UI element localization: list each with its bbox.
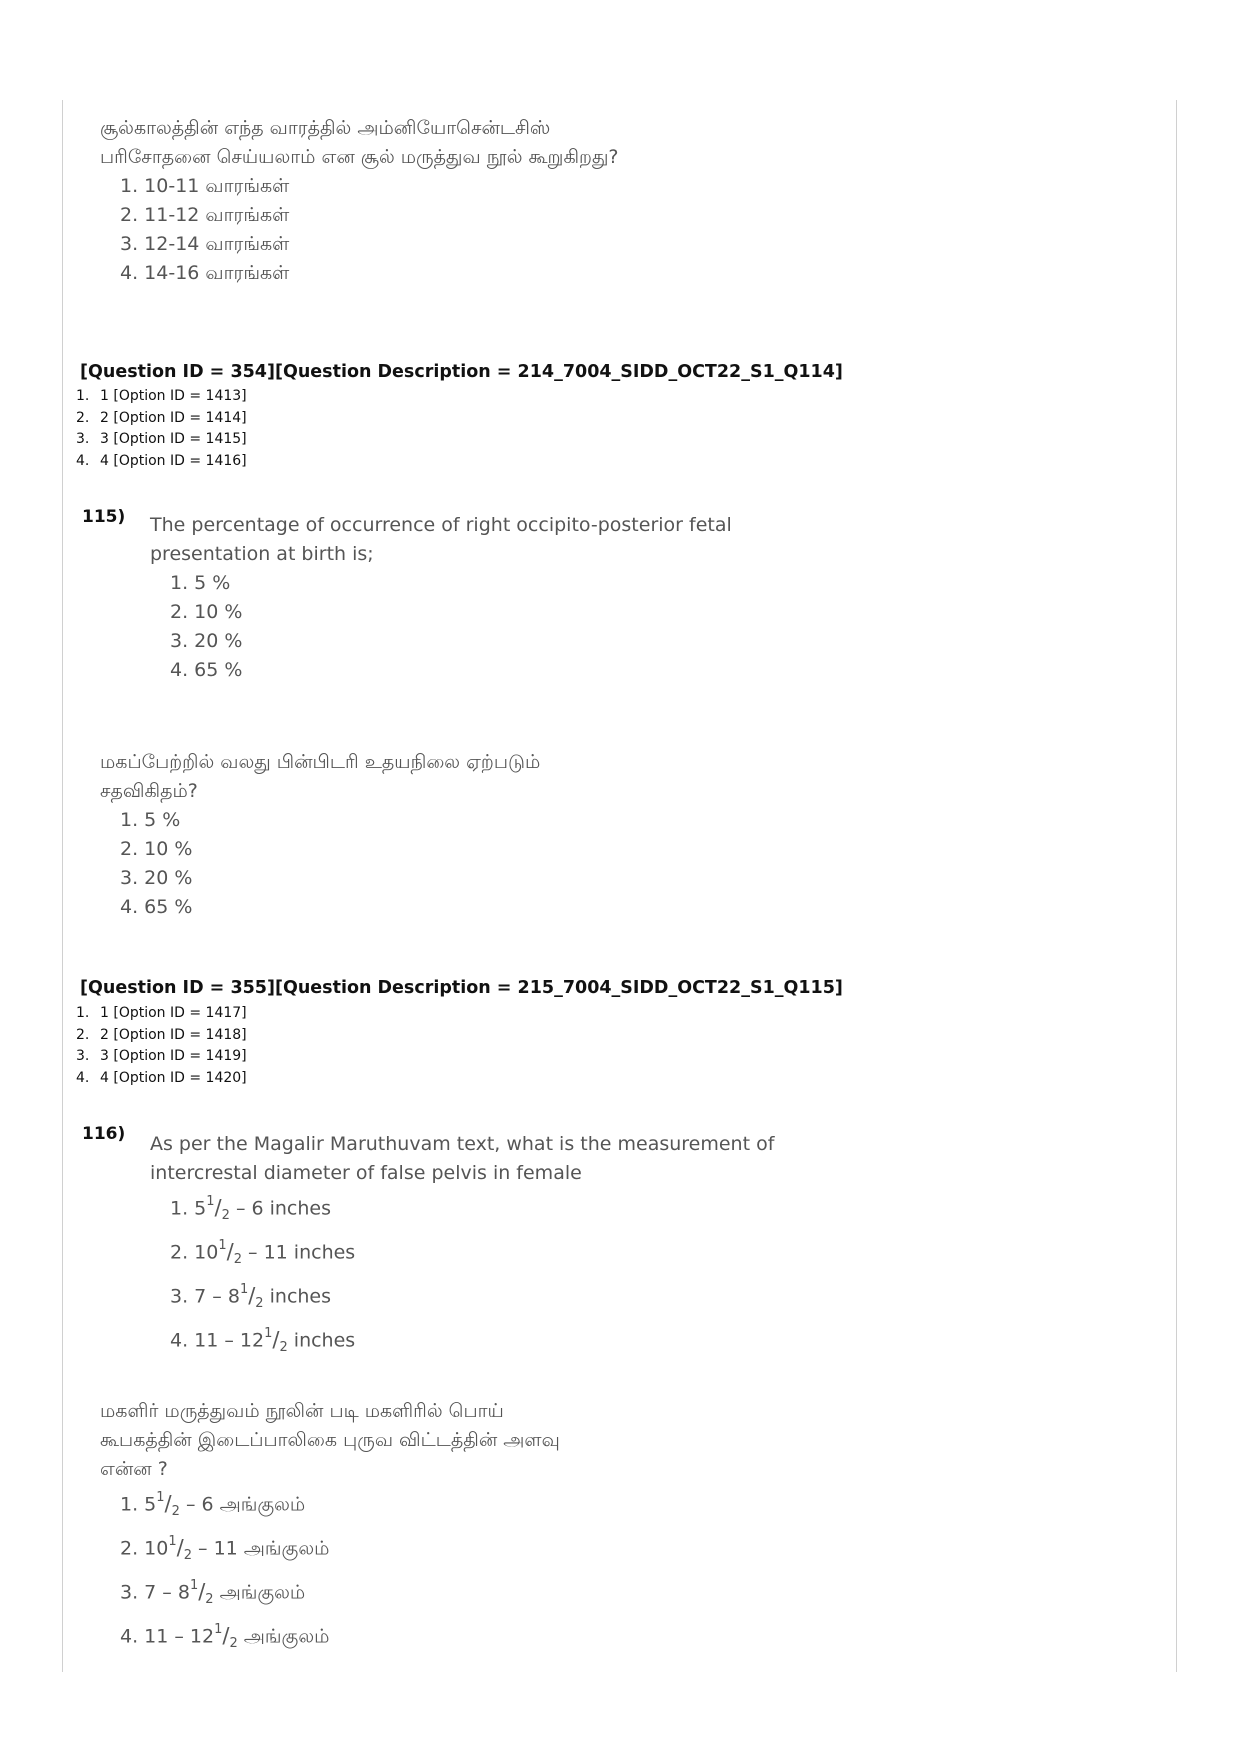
- option-3: 3. 12-14 வாரங்கள்: [120, 233, 290, 255]
- option-id-item: 1. 1 [Option ID = 1417]: [76, 1005, 247, 1021]
- question-stem: மகப்பேற்றில் வலது பின்பிடரி உதயநிலை ஏற்படும் சதவிகிதம்?: [100, 751, 541, 802]
- option-id-item: 4. 4 [Option ID = 1416]: [76, 452, 247, 469]
- option-4: 4. $11 - 12^1/_2$ அங்குலம்: [120, 1622, 330, 1652]
- option-id-list: [76, 1003, 247, 1089]
- question-115-tamil: [100, 748, 540, 922]
- option-id-item: 2. 2 [Option ID = 1414]: [76, 409, 247, 426]
- question-meta-header: [Question ID = 355][Question Description = 215_7004_SIDD_OCT22_S1_Q115]: [80, 978, 843, 998]
- right-margin-rule: [1176, 100, 1177, 1672]
- option-2: 2. 10 %: [170, 601, 243, 623]
- question-115-english: [150, 511, 732, 685]
- option-3: 3. 20 %: [170, 630, 243, 652]
- option-1: 1. 5 %: [170, 572, 231, 594]
- option-4: 4. 14-16 வாரங்கள்: [120, 262, 290, 284]
- option-id-item: 1. 1 [Option ID = 1413]: [76, 388, 247, 404]
- option-1: 1. $5^1/_2 - 6$ அங்குலம்: [120, 1490, 306, 1520]
- option-3: 3. 20 %: [120, 867, 193, 889]
- question-stem: The percentage of occurrence of right occipito-posterior fetal presentation at birth is;: [150, 514, 732, 565]
- question-stem: மகளிர் மருத்துவம் நூலின் படி மகளிரில் பொய் கூபகத்தின் இடைப்பாலிகை புருவ விட்டத்தின் அளவு என்ன ?: [100, 1400, 560, 1480]
- question-number: 116): [82, 1124, 126, 1144]
- option-list: [100, 1484, 560, 1661]
- question-116-english: [150, 1130, 774, 1365]
- option-4: 4. 65 %: [120, 896, 193, 918]
- option-2: 2. $10^1/_2 - 11$ அங்குலம்: [120, 1534, 330, 1564]
- question-number: 115): [82, 507, 126, 527]
- option-2: 2. $10^1/_2 - 11$ inches: [170, 1238, 356, 1268]
- option-1: 1. $5^1/_2 - 6$ inches: [170, 1194, 332, 1224]
- option-id-item: 4. 4 [Option ID = 1420]: [76, 1069, 247, 1086]
- option-1: 1. 5 %: [120, 809, 181, 831]
- option-list: [100, 172, 619, 288]
- question-116-tamil: [100, 1397, 560, 1661]
- option-2: 2. 11-12 வாரங்கள்: [120, 204, 290, 226]
- option-2: 2. 10 %: [120, 838, 193, 860]
- option-list: [150, 1188, 774, 1365]
- option-1: 1. 10-11 வாரங்கள்: [120, 175, 290, 197]
- option-id-item: 2. 2 [Option ID = 1418]: [76, 1026, 247, 1043]
- option-3: 3. $7 - 8^1/_2$ அங்குலம்: [120, 1578, 306, 1608]
- question-stem: சூல்காலத்தின் எந்த வாரத்தில் அம்னியோசென்டசிஸ் பரிசோதனை செய்யலாம் என சூல் மருத்துவ நூல் கூறுகிறது?: [100, 117, 619, 168]
- option-4: 4. $11 - 12^1/_2$ inches: [170, 1326, 356, 1356]
- question-meta-header: [Question ID = 354][Question Description = 214_7004_SIDD_OCT22_S1_Q114]: [80, 362, 843, 382]
- option-3: 3. $7 - 8^1/_2$ inches: [170, 1282, 332, 1312]
- option-list: [100, 806, 540, 922]
- question-stem: As per the Magalir Maruthuvam text, what is the measurement of intercrestal diameter of false pelvis in female: [150, 1133, 775, 1184]
- option-id-item: 3. 3 [Option ID = 1419]: [76, 1048, 247, 1064]
- question-114-tamil: [100, 114, 619, 288]
- left-margin-rule: [62, 100, 63, 1672]
- option-list: [150, 569, 732, 685]
- option-4: 4. 65 %: [170, 659, 243, 681]
- option-id-list: [76, 386, 247, 472]
- option-id-item: 3. 3 [Option ID = 1415]: [76, 431, 247, 447]
